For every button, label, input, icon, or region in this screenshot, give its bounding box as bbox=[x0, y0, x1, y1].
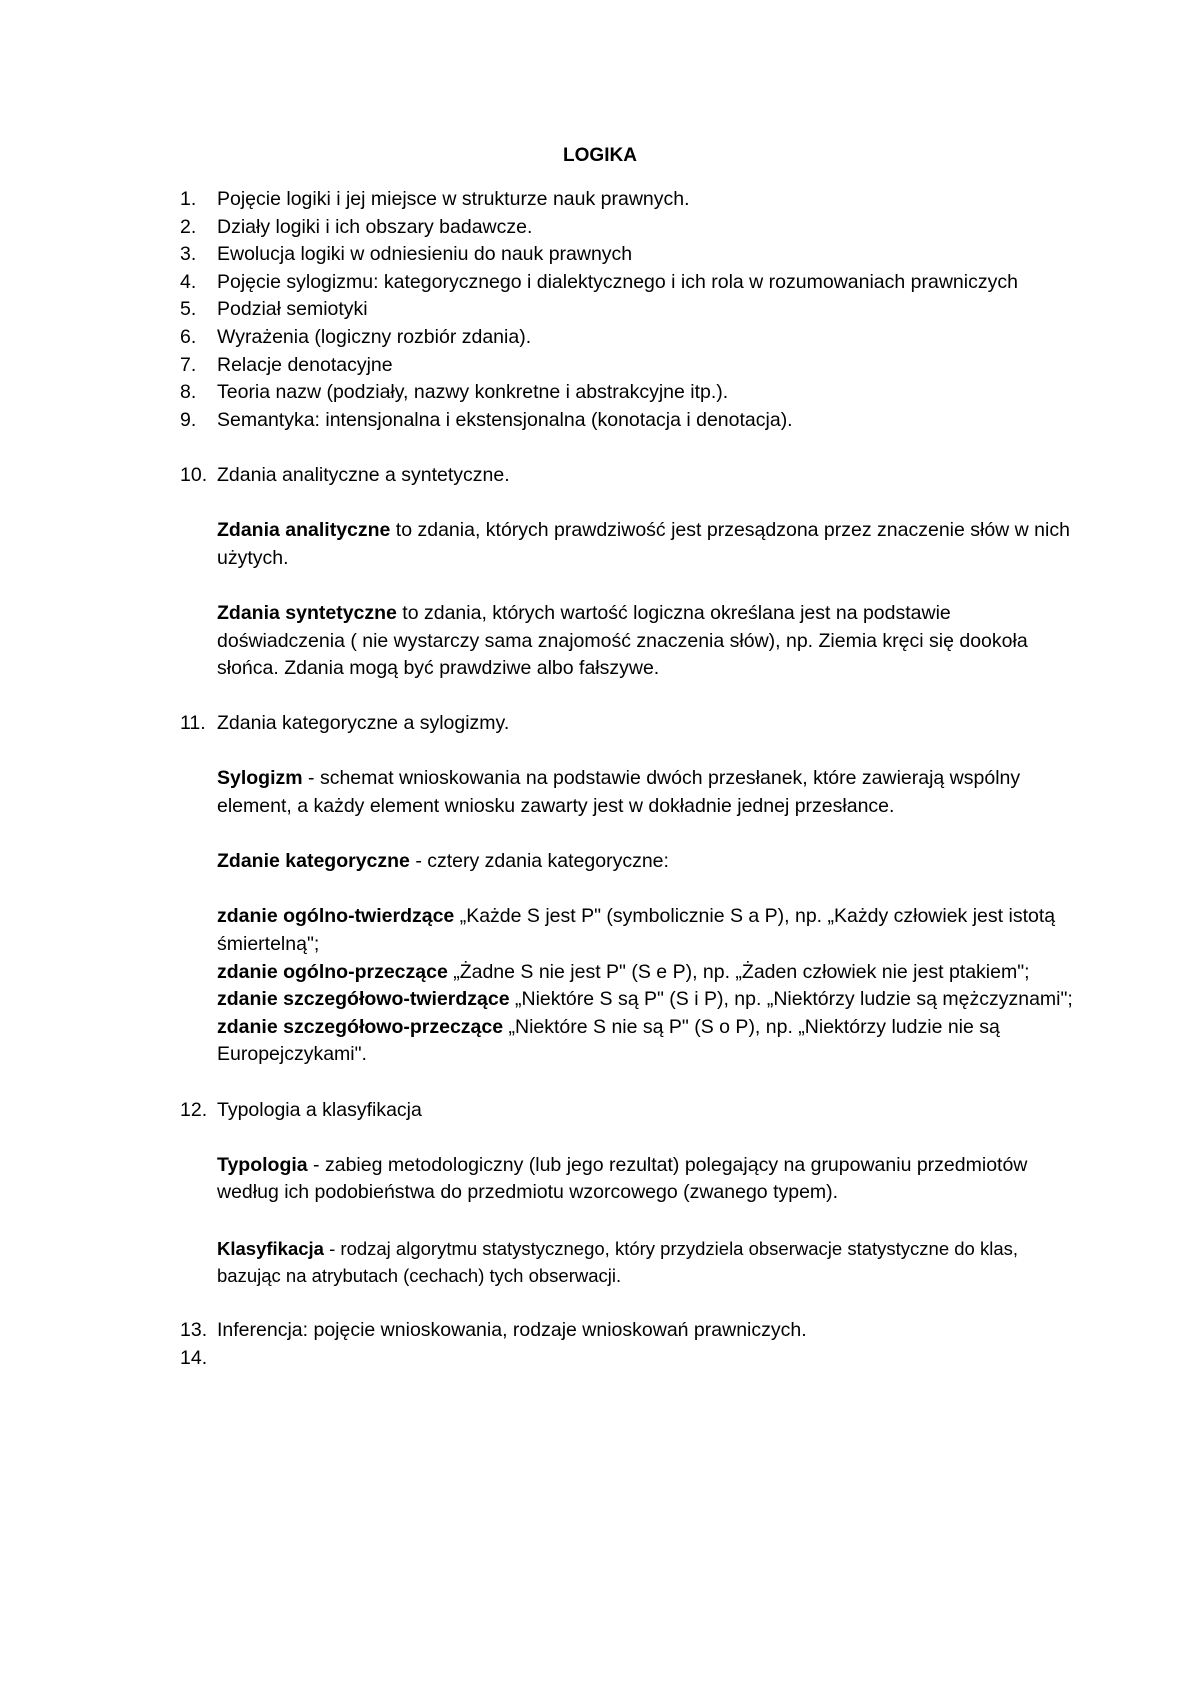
spacer bbox=[180, 738, 1080, 766]
definition-text: to zdania, których wartość logiczna określana jest na podstawie doświadczenia ( nie wystarczy sama znajomość znaczenia słów), np. Ziemia kręci się dookoła słońca. Zdania mogą być prawdziwe albo fałszywe. bbox=[217, 601, 1028, 680]
definition-paragraph bbox=[180, 517, 1080, 572]
definition-text: - cztery zdania kategoryczne: bbox=[409, 850, 669, 873]
item-number: 1. bbox=[180, 188, 197, 210]
definition-paragraph bbox=[180, 986, 1080, 1014]
page-title: LOGIKA bbox=[563, 145, 637, 166]
definition-term: zdanie ogólno-twierdzące bbox=[217, 905, 455, 928]
list-item bbox=[180, 186, 1080, 214]
definition-text: - zabieg metodologiczny (lub jego rezultat) polegający na grupowaniu przedmiotów według ich podobieństwa do przedmiotu wzorcowego (zwanego typem). bbox=[217, 1153, 1028, 1204]
item-text: Działy logiki i ich obszary badawcze. bbox=[217, 215, 533, 238]
item-number: 13. bbox=[180, 1319, 208, 1342]
definition-text: „Każde S jest P" (symbolicznie S a P), np. „Każdy człowiek jest istotą śmiertelną"; bbox=[217, 905, 1056, 956]
item-text: Inferencja: pojęcie wnioskowania, rodzaje wnioskowań prawniczych. bbox=[217, 1319, 807, 1342]
definition-term: zdanie ogólno-przeczące bbox=[217, 960, 448, 983]
definition-text: „Niektóre S są P" (S i P), np. „Niektórzy ludzie są mężczyznami"; bbox=[509, 988, 1073, 1011]
item-number: 6. bbox=[180, 325, 197, 348]
definition-text: - schemat wnioskowania na podstawie dwóch przesłanek, które zawierają wspólny element, a każdy element wniosku zawarty jest w dokładnie jednej przesłance. bbox=[217, 767, 1021, 818]
item-text: Pojęcie sylogizmu: kategorycznego i dialektycznego i ich rola w rozumowaniach prawniczych bbox=[217, 270, 1018, 293]
item-number: 12. bbox=[180, 1098, 208, 1121]
item-text: Teoria nazw (podziały, nazwy konkretne i abstrakcyjne itp.). bbox=[217, 381, 729, 404]
definition-paragraph bbox=[180, 1014, 1080, 1069]
definition-term: Zdania analityczne bbox=[217, 519, 391, 542]
item-number: 2. bbox=[180, 215, 197, 238]
spacer bbox=[180, 1290, 1080, 1318]
definition-paragraph bbox=[180, 600, 1080, 683]
item-number: 8. bbox=[180, 381, 197, 404]
item-text: Typologia a klasyfikacja bbox=[217, 1098, 422, 1121]
definition-term: Klasyfikacja bbox=[217, 1237, 324, 1259]
item-text: Pojęcie logiki i jej miejsce w strukturze nauk prawnych. bbox=[217, 188, 690, 210]
item-number: 5. bbox=[180, 298, 197, 321]
item-text: Zdania analityczne a syntetyczne. bbox=[217, 463, 510, 486]
definition-text: to zdania, których prawdziwość jest przesądzona przez znaczenie słów w nich użytych. bbox=[217, 519, 1070, 569]
item-number: 14. bbox=[180, 1346, 208, 1369]
definition-term: Typologia bbox=[217, 1153, 308, 1176]
list-item bbox=[180, 296, 1080, 324]
definition-text: „Żadne S nie jest P" (S e P), np. „Żaden człowiek nie jest ptakiem"; bbox=[447, 960, 1030, 983]
spacer bbox=[180, 1124, 1080, 1152]
definition-term: zdanie szczegółowo-przeczące bbox=[217, 1015, 504, 1038]
list-item bbox=[180, 1097, 1080, 1125]
definition-term: Zdanie kategoryczne bbox=[217, 850, 410, 873]
spacer bbox=[180, 683, 1080, 711]
item-number: 11. bbox=[180, 712, 206, 735]
list-item bbox=[180, 324, 1080, 352]
definition-term: Zdania syntetyczne bbox=[217, 601, 397, 624]
item-text: Wyrażenia (logiczny rozbiór zdania). bbox=[217, 325, 532, 348]
list-item bbox=[180, 710, 1080, 738]
list-item bbox=[180, 352, 1080, 380]
spacer bbox=[180, 490, 1080, 518]
list-item bbox=[180, 1317, 1080, 1345]
list-item bbox=[180, 269, 1080, 297]
definition-paragraph bbox=[180, 959, 1080, 987]
definition-term: Sylogizm bbox=[217, 767, 303, 790]
item-text: Relacje denotacyjne bbox=[217, 353, 393, 376]
spacer bbox=[180, 1069, 1080, 1097]
spacer bbox=[180, 434, 1080, 462]
definition-text: - rodzaj algorytmu statystycznego, który przydziela obserwacje statystyczne do klas, bazując na atrybutach (cechach) tych obserwacji. bbox=[217, 1237, 1018, 1287]
list-item bbox=[180, 379, 1080, 407]
item-text: Semantyka: intensjonalna i ekstensjonalna (konotacja i denotacja). bbox=[217, 408, 793, 431]
item-number: 10. bbox=[180, 463, 208, 486]
spacer bbox=[180, 1207, 1080, 1235]
definition-text: „Niektóre S nie są P" (S o P), np. „Niektórzy ludzie nie są Europejczykami". bbox=[217, 1015, 1000, 1066]
definition-term: zdanie szczegółowo-twierdzące bbox=[217, 988, 510, 1011]
item-number: 4. bbox=[180, 270, 197, 293]
item-number: 7. bbox=[180, 353, 197, 376]
list-item bbox=[180, 462, 1080, 490]
definition-paragraph bbox=[180, 1152, 1080, 1207]
item-text: Ewolucja logiki w odniesieniu do nauk prawnych bbox=[217, 243, 633, 266]
list-item bbox=[180, 241, 1080, 269]
item-text: Zdania kategoryczne a sylogizmy. bbox=[217, 712, 510, 735]
list-item bbox=[180, 407, 1080, 435]
item-number: 3. bbox=[180, 243, 197, 266]
spacer bbox=[180, 821, 1080, 849]
definition-paragraph bbox=[180, 765, 1080, 820]
item-number: 9. bbox=[180, 408, 197, 431]
item-text: Podział semiotyki bbox=[217, 298, 368, 321]
spacer bbox=[180, 572, 1080, 600]
list-item bbox=[180, 214, 1080, 242]
definition-paragraph bbox=[180, 903, 1080, 958]
definition-paragraph bbox=[180, 848, 1080, 876]
definition-paragraph bbox=[180, 1235, 1080, 1290]
spacer bbox=[180, 876, 1080, 904]
document-content bbox=[180, 186, 1080, 1369]
